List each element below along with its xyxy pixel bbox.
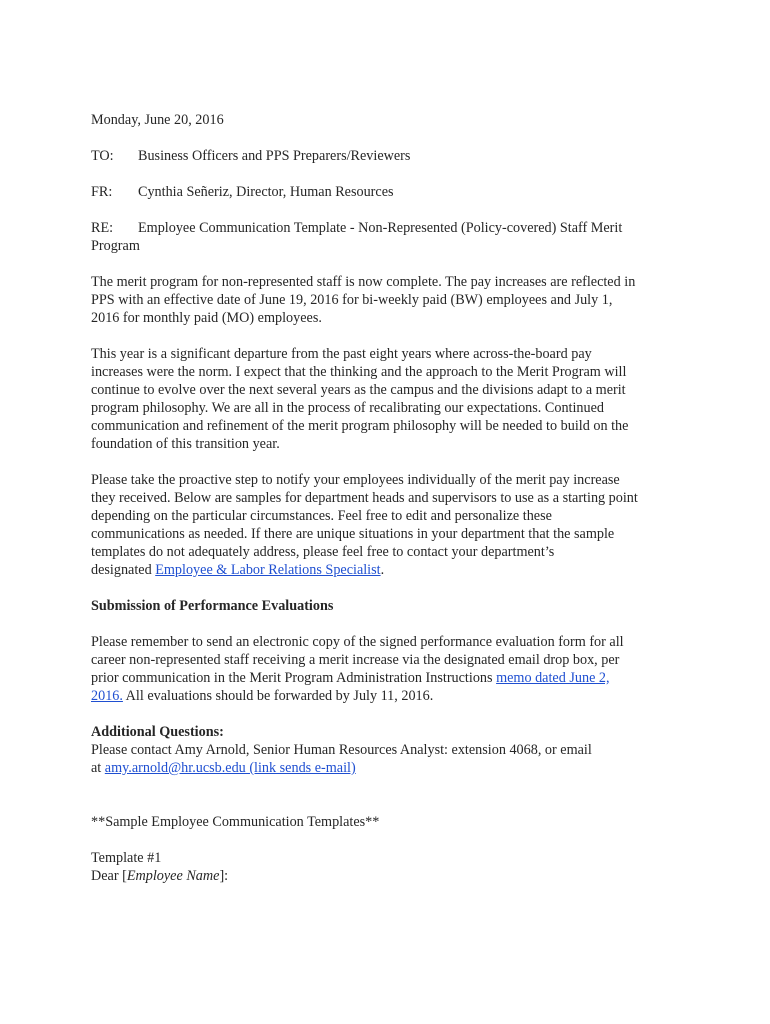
paragraph-line (91, 561, 691, 579)
memo-re-line (91, 219, 691, 237)
paragraph-line: career non-represented staff receiving a merit increase via the designated email drop box, per (91, 652, 620, 668)
re-value-line2: Program (91, 238, 140, 254)
employee-name-placeholder: Employee Name (126, 868, 220, 884)
from-label: FR: (91, 184, 113, 200)
paragraph-line (91, 687, 691, 705)
paragraph-line: they received. Below are samples for department heads and supervisors to use as a starting point (91, 490, 638, 506)
memo-link-part2[interactable]: 2016. (91, 688, 123, 704)
labor-relations-specialist-link[interactable]: Employee & Labor Relations Specialist (155, 562, 381, 578)
from-value: Cynthia Señeriz, Director, Human Resources (138, 184, 394, 200)
memo-to-line (91, 147, 691, 165)
re-value-line1: Employee Communication Template - Non-Represented (Policy-covered) Staff Merit (138, 220, 623, 236)
memo-document (91, 111, 691, 885)
paragraph-merit-complete (91, 273, 691, 327)
salutation-line (91, 867, 691, 885)
re-label: RE: (91, 220, 114, 236)
memo-date: Monday, June 20, 2016 (91, 112, 224, 128)
email-link[interactable]: amy.arnold@hr.ucsb.edu (link sends e-mail) (104, 760, 356, 776)
paragraph-line: increases were the norm. I expect that the thinking and the approach to the Merit Program will (91, 364, 627, 380)
evaluations-deadline-text: All evaluations should be forwarded by July 11, 2016. (122, 688, 434, 704)
template-label: Template #1 (91, 850, 162, 866)
paragraph-submission (91, 633, 691, 705)
paragraph-line: templates do not adequately address, please feel free to contact your department’s (91, 544, 555, 560)
to-value: Business Officers and PPS Preparers/Reviewers (138, 148, 411, 164)
paragraph-line: foundation of this transition year. (91, 436, 280, 452)
paragraph-line (91, 669, 691, 687)
paragraph-line: communication and refinement of the merit program philosophy will be needed to build on the (91, 418, 629, 434)
samples-heading: **Sample Employee Communication Templates** (91, 814, 380, 830)
paragraph-line: The merit program for non-represented staff is now complete. The pay increases are reflected in (91, 274, 636, 290)
paragraph-line: program philosophy. We are all in the process of recalibrating our expectations. Continued (91, 400, 605, 416)
paragraph-line: 2016 for monthly paid (MO) employees. (91, 310, 322, 326)
paragraph-significant-departure (91, 345, 691, 453)
dear-prefix: Dear [ (91, 868, 127, 884)
period-text: . (380, 562, 385, 578)
paragraph-line: PPS with an effective date of June 19, 2016 for bi-weekly paid (BW) employees and July 1, (91, 292, 613, 308)
to-label: TO: (91, 148, 114, 164)
paragraph-line: communications as needed. If there are unique situations in your department that the sample (91, 526, 615, 542)
paragraph-line: Please remember to send an electronic copy of the signed performance evaluation form for all (91, 634, 624, 650)
dear-suffix: ]: (219, 868, 229, 884)
submission-heading: Submission of Performance Evaluations (91, 598, 334, 614)
questions-email-line (91, 759, 691, 777)
memo-from-line (91, 183, 691, 201)
designated-text: designated (91, 562, 156, 578)
questions-contact-line: Please contact Amy Arnold, Senior Human Resources Analyst: extension 4068, or email (91, 742, 592, 758)
paragraph-line: This year is a significant departure from the past eight years where across-the-board pay (91, 346, 592, 362)
paragraph-line: depending on the particular circumstances. Feel free to edit and personalize these (91, 508, 552, 524)
paragraph-line: continue to evolve over the next several years as the campus and the divisions adapt to a merit (91, 382, 626, 398)
at-text: at (91, 760, 105, 776)
questions-heading: Additional Questions: (91, 724, 224, 740)
paragraph-line: Please take the proactive step to notify your employees individually of the merit pay increase (91, 472, 620, 488)
paragraph-notify-employees (91, 471, 691, 579)
memo-link-part1[interactable]: memo dated June 2, (496, 670, 610, 686)
instructions-text: prior communication in the Merit Program Administration Instructions (91, 670, 497, 686)
